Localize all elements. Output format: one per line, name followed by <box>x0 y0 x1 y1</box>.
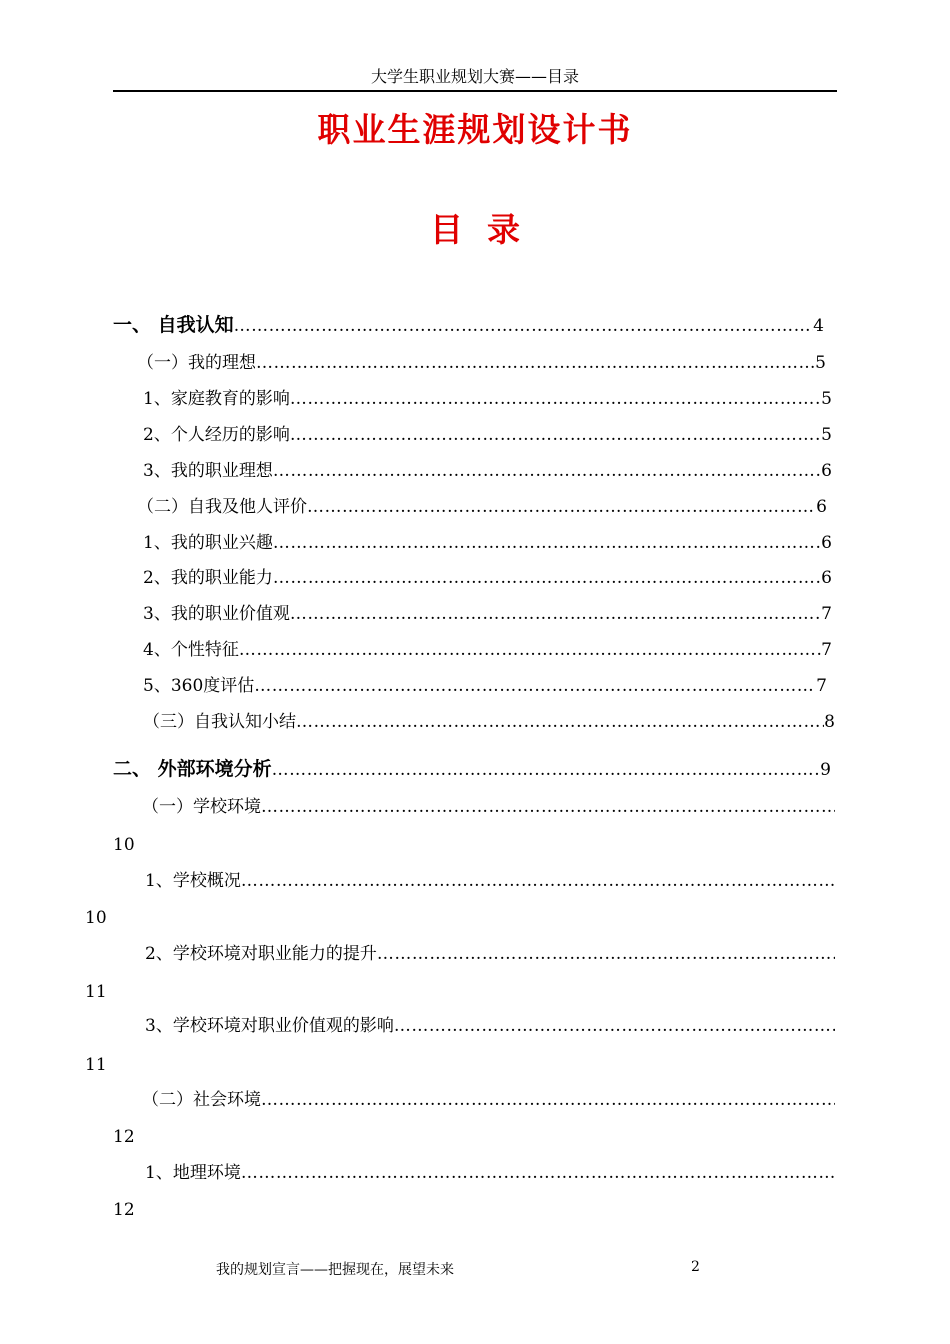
toc-heading <box>0 204 950 251</box>
toc-entry-label: 1、地理环境 <box>145 1163 241 1183</box>
toc-entry[interactable] <box>143 460 832 482</box>
toc-leader-dots <box>261 796 835 818</box>
toc-entry[interactable] <box>143 711 835 733</box>
toc-leader-dots <box>273 460 821 482</box>
toc-leader-dots <box>307 496 816 518</box>
toc-leader-dots <box>254 675 816 697</box>
toc-entry-label: 4、个性特征 <box>143 640 239 660</box>
toc-leader-dots <box>239 639 821 661</box>
toc-entry[interactable] <box>113 314 824 337</box>
toc-heading-char-2: 录 <box>487 210 520 249</box>
toc-entry-page: 7 <box>816 676 827 696</box>
toc-entry-label: 2、我的职业能力 <box>143 568 273 588</box>
toc-leader-dots <box>241 1162 835 1184</box>
toc-entry-page[interactable]: 10 <box>85 908 107 928</box>
toc-entry[interactable] <box>143 675 827 697</box>
toc-entry[interactable] <box>143 639 832 661</box>
toc-entry[interactable] <box>145 1162 835 1184</box>
toc-leader-dots <box>272 759 821 781</box>
footer-motto: 我的规划宣言——把握现在，展望未来 <box>216 1262 454 1278</box>
toc-entry-page: 5 <box>821 425 832 445</box>
toc-entry-label: 2、个人经历的影响 <box>143 425 290 445</box>
toc-entry-label: （二）自我及他人评价 <box>137 497 307 517</box>
toc-entry-label: 3、我的职业价值观 <box>143 604 290 624</box>
toc-entry-page: 7 <box>821 640 832 660</box>
toc-entry-label: （二）社会环境 <box>142 1090 261 1110</box>
toc-entry-label: 一、 自我认知 <box>113 314 234 336</box>
toc-entry[interactable] <box>143 532 832 554</box>
toc-entry-page: 6 <box>821 568 832 588</box>
toc-entry-page[interactable]: 10 <box>113 835 135 855</box>
toc-entry[interactable] <box>137 496 827 518</box>
toc-entry[interactable] <box>143 388 832 410</box>
toc-entry-page: 4 <box>813 316 824 336</box>
footer-page-number: 2 <box>691 1259 700 1275</box>
toc-leader-dots <box>273 532 821 554</box>
toc-entry-page: 5 <box>815 353 826 373</box>
toc-entry-label: 1、我的职业兴趣 <box>143 533 273 553</box>
document-title: 职业生涯规划设计书 <box>317 110 633 149</box>
toc-leader-dots <box>273 567 821 589</box>
toc-entry-page: 6 <box>821 461 832 481</box>
toc-entry-label: 3、我的职业理想 <box>143 461 273 481</box>
toc-entry[interactable] <box>143 603 832 625</box>
toc-leader-dots <box>377 943 835 965</box>
toc-leader-dots <box>261 1089 835 1111</box>
toc-entry[interactable] <box>142 796 835 818</box>
toc-entry-page: 7 <box>821 604 832 624</box>
toc-leader-dots <box>241 870 835 892</box>
toc-entry[interactable] <box>145 943 835 965</box>
toc-entry-label: （一）我的理想 <box>137 353 256 373</box>
toc-entry[interactable] <box>113 758 831 781</box>
toc-entry-page[interactable]: 11 <box>85 982 107 1002</box>
toc-entry-label: （一）学校环境 <box>142 797 261 817</box>
toc-entry[interactable] <box>137 352 826 374</box>
toc-entry[interactable] <box>145 870 835 892</box>
toc-leader-dots <box>234 315 814 337</box>
toc-entry-label: （三）自我认知小结 <box>143 712 296 732</box>
toc-entry-page[interactable]: 12 <box>113 1127 135 1147</box>
toc-heading-char-1: 目 <box>430 210 463 249</box>
toc-entry[interactable] <box>143 567 832 589</box>
toc-leader-dots <box>394 1015 835 1037</box>
toc-entry-page[interactable]: 11 <box>85 1055 107 1075</box>
toc-entry-page: 6 <box>821 533 832 553</box>
toc-entry-page: 9 <box>820 760 831 780</box>
toc-entry-page[interactable]: 12 <box>113 1200 135 1220</box>
toc-entry[interactable] <box>143 424 832 446</box>
toc-leader-dots <box>296 711 824 733</box>
toc-leader-dots <box>290 388 821 410</box>
toc-entry[interactable] <box>145 1015 835 1037</box>
header-divider <box>113 90 837 92</box>
toc-leader-dots <box>290 424 821 446</box>
toc-leader-dots <box>290 603 821 625</box>
toc-entry-label: 1、学校概况 <box>145 871 241 891</box>
toc-entry-page: 5 <box>821 389 832 409</box>
toc-entry-page: 8 <box>824 712 835 732</box>
toc-entry-page: 6 <box>816 497 827 517</box>
toc-entry-label: 1、家庭教育的影响 <box>143 389 290 409</box>
toc-entry[interactable] <box>142 1089 835 1111</box>
toc-entry-label: 二、 外部环境分析 <box>113 758 272 780</box>
running-header: 大学生职业规划大赛——目录 <box>370 67 579 86</box>
toc-leader-dots <box>256 352 815 374</box>
toc-entry-label: 2、学校环境对职业能力的提升 <box>145 944 377 964</box>
toc-entry-label: 3、学校环境对职业价值观的影响 <box>145 1016 394 1036</box>
toc-entry-label: 5、360度评估 <box>143 676 255 696</box>
